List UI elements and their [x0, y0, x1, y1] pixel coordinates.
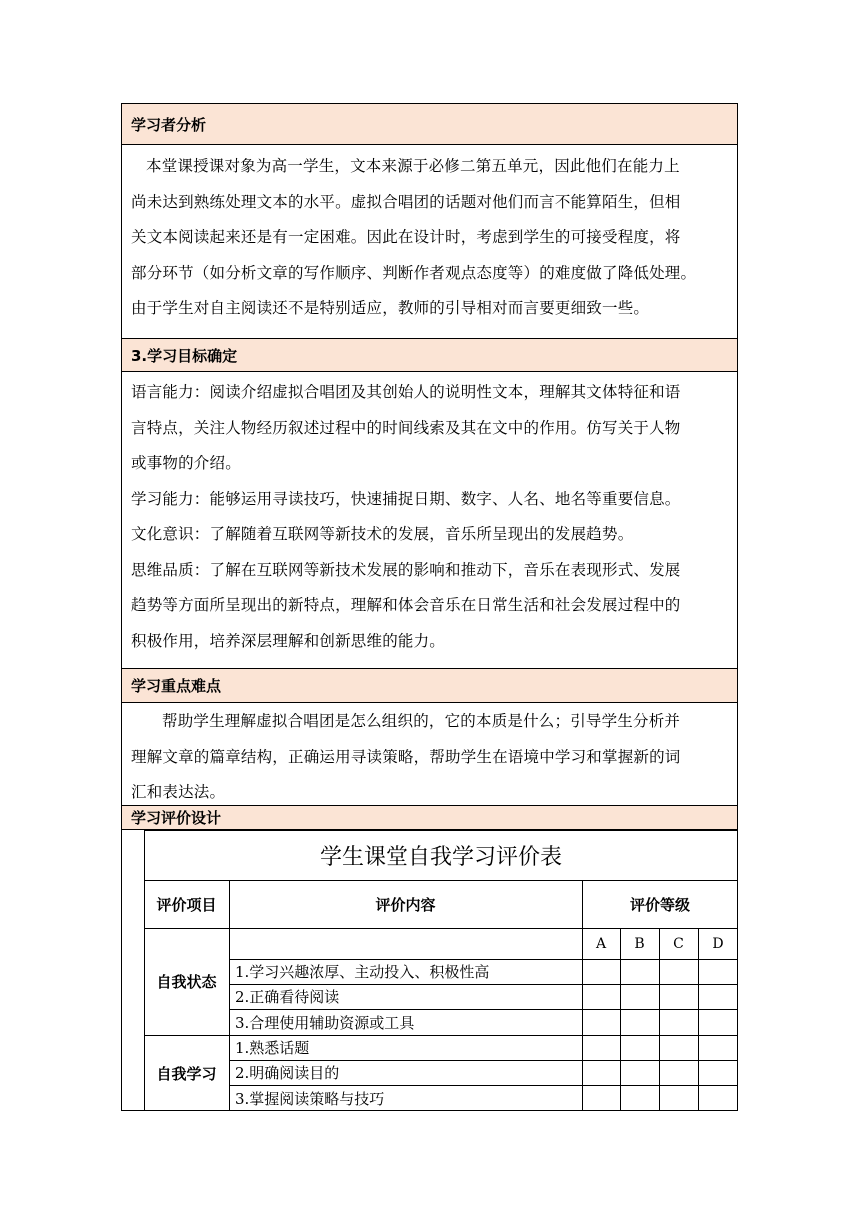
- grid-line: [229, 1085, 738, 1086]
- grid-line: [659, 928, 660, 1111]
- section-heading-learner-analysis: [121, 103, 738, 145]
- grid-line: [229, 1060, 738, 1061]
- grid-line: [229, 984, 738, 985]
- objectives-line: 学习能力：能够运用寻读技巧，快速捕捉日期、数字、人名、地名等重要信息。: [131, 489, 681, 508]
- objectives-line: 语言能力：阅读介绍虚拟合唱团及其创始人的说明性文本，理解其文体特征和语: [131, 383, 681, 401]
- eval-item: 2.正确看待阅读: [235, 988, 340, 1006]
- evaluation-table-title-text: 学生课堂自我学习评价表: [319, 844, 562, 870]
- evaluation-table-title: [144, 830, 738, 881]
- grade-label-a: A: [595, 935, 607, 952]
- grid-line: [229, 881, 230, 1111]
- eval-item: 3.掌握阅读策略与技巧: [235, 1089, 385, 1108]
- col-header-grade: 评价等级: [629, 896, 690, 914]
- eval-item: 3.合理使用辅助资源或工具: [235, 1013, 415, 1032]
- grid-line: [121, 1110, 738, 1111]
- objectives-line: 或事物的介绍。: [131, 454, 241, 472]
- learner-analysis-line: 由于学生对自主阅读还不是特别适应，教师的引导相对而言要更细致一些。: [131, 299, 650, 317]
- grid-line: [582, 881, 583, 1111]
- grid-line: [620, 928, 621, 1111]
- objectives-heading: 3.学习目标确定: [131, 346, 238, 365]
- learner-analysis-heading: 学习者分析: [131, 115, 207, 134]
- section-heading-objectives: [121, 338, 738, 372]
- eval-item: 1.学习兴趣浓厚、主动投入、积极性高: [235, 963, 490, 981]
- section-heading-evaluation: [121, 805, 738, 830]
- grid-line: [144, 1035, 738, 1036]
- objectives-line: 言特点，关注人物经历叙述过程中的时间线索及其在文中的作用。仿写关于人物: [131, 418, 681, 437]
- learner-analysis-line: 关文本阅读起来还是有一定困难。因此在设计时，考虑到学生的可接受程度，将: [131, 228, 681, 246]
- key-points-line: 理解文章的篇章结构，正确运用寻读策略，帮助学生在语境中学习和掌握新的词: [131, 747, 681, 766]
- objectives-line: 思维品质：了解在互联网等新技术发展的影响和推动下，音乐在表现形式、发展: [131, 560, 681, 579]
- learner-analysis-line: 部分环节（如分析文章的写作顺序、判断作者观点态度等）的难度做了降低处理。: [131, 263, 697, 282]
- section-heading-key-points: [121, 668, 738, 703]
- learner-analysis-body: [131, 149, 731, 327]
- group-name-self-learning: 自我学习: [156, 1064, 217, 1083]
- objectives-line: 文化意识：了解随着互联网等新技术的发展，音乐所呈现出的发展趋势。: [131, 525, 634, 543]
- grade-label-b: B: [634, 935, 645, 952]
- grid-line: [698, 928, 699, 1111]
- key-points-heading: 学习重点难点: [131, 677, 222, 695]
- key-points-line: 帮助学生理解虚拟合唱团是怎么组织的，它的本质是什么；引导学生分析并: [162, 712, 681, 730]
- grade-label-c: C: [673, 935, 684, 952]
- objectives-line: 趋势等方面所呈现出的新特点，理解和体会音乐在日常生活和社会发展过程中的: [131, 596, 681, 614]
- grid-line: [144, 928, 738, 929]
- objectives-body: [131, 375, 731, 659]
- eval-item: 1.熟悉话题: [235, 1039, 310, 1057]
- learner-analysis-line: 尚未达到熟练处理文本的水平。虚拟合唱团的话题对他们而言不能算陌生，但相: [131, 192, 681, 211]
- evaluation-heading: 学习评价设计: [131, 809, 222, 827]
- col-header-item: 评价项目: [156, 896, 217, 914]
- grid-line: [229, 1009, 738, 1010]
- learner-analysis-line: 本堂课授课对象为高一学生，文本来源于必修二第五单元，因此他们在能力上: [146, 157, 680, 175]
- key-points-body: [131, 704, 731, 811]
- objectives-line: 积极作用，培养深层理解和创新思维的能力。: [131, 631, 446, 650]
- group-name-self-state: 自我状态: [156, 973, 217, 991]
- col-header-content: 评价内容: [375, 896, 436, 914]
- grid-line: [229, 959, 738, 960]
- eval-item: 2.明确阅读目的: [235, 1064, 340, 1082]
- grade-label-d: D: [712, 935, 724, 952]
- key-points-line: 汇和表达法。: [131, 783, 226, 801]
